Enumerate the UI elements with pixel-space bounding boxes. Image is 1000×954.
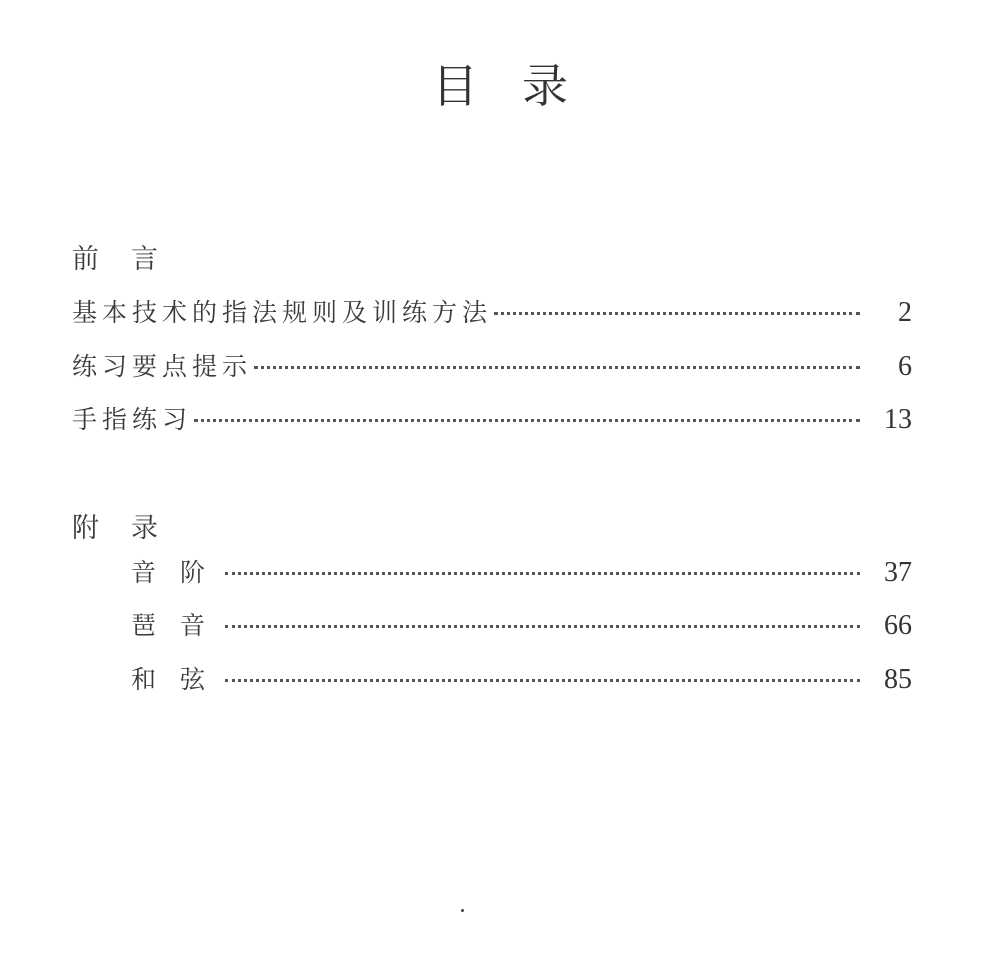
preface-heading: 前言 bbox=[72, 244, 190, 275]
toc-entry-label: 音阶 bbox=[131, 558, 230, 587]
toc-entry-finger-exercises[interactable] bbox=[72, 400, 912, 440]
dot-leader bbox=[494, 312, 860, 315]
toc-entry-page-number: 66 bbox=[884, 610, 912, 641]
toc-entry-practice-tips[interactable] bbox=[72, 347, 912, 387]
toc-entry-label: 和弦 bbox=[131, 665, 230, 694]
toc-entry-page-number: 2 bbox=[898, 297, 912, 328]
dot-leader bbox=[194, 419, 860, 422]
toc-entry-label: 基本技术的指法规则及训练方法 bbox=[72, 298, 493, 327]
appendix-heading: 附录 bbox=[72, 513, 190, 544]
toc-entry-label: 琶音 bbox=[131, 611, 230, 640]
toc-entry-page-number: 37 bbox=[884, 557, 912, 588]
toc-entry-arpeggios[interactable] bbox=[131, 606, 912, 646]
toc-entry-chords[interactable] bbox=[131, 660, 912, 700]
dot-leader bbox=[254, 366, 860, 369]
toc-entry-page-number: 85 bbox=[884, 664, 912, 695]
toc-entry-page-number: 6 bbox=[898, 351, 912, 382]
page-title: 目录 bbox=[432, 59, 612, 113]
toc-entry-page-number: 13 bbox=[884, 404, 912, 435]
toc-entry-scales[interactable] bbox=[131, 553, 912, 593]
dot-leader bbox=[225, 625, 860, 628]
print-speck bbox=[461, 909, 464, 912]
dot-leader bbox=[225, 572, 860, 575]
toc-entry-label: 手指练习 bbox=[72, 405, 193, 434]
toc-entry-label: 练习要点提示 bbox=[72, 352, 253, 381]
toc-entry-fingering-rules[interactable] bbox=[72, 293, 912, 333]
dot-leader bbox=[225, 679, 860, 682]
